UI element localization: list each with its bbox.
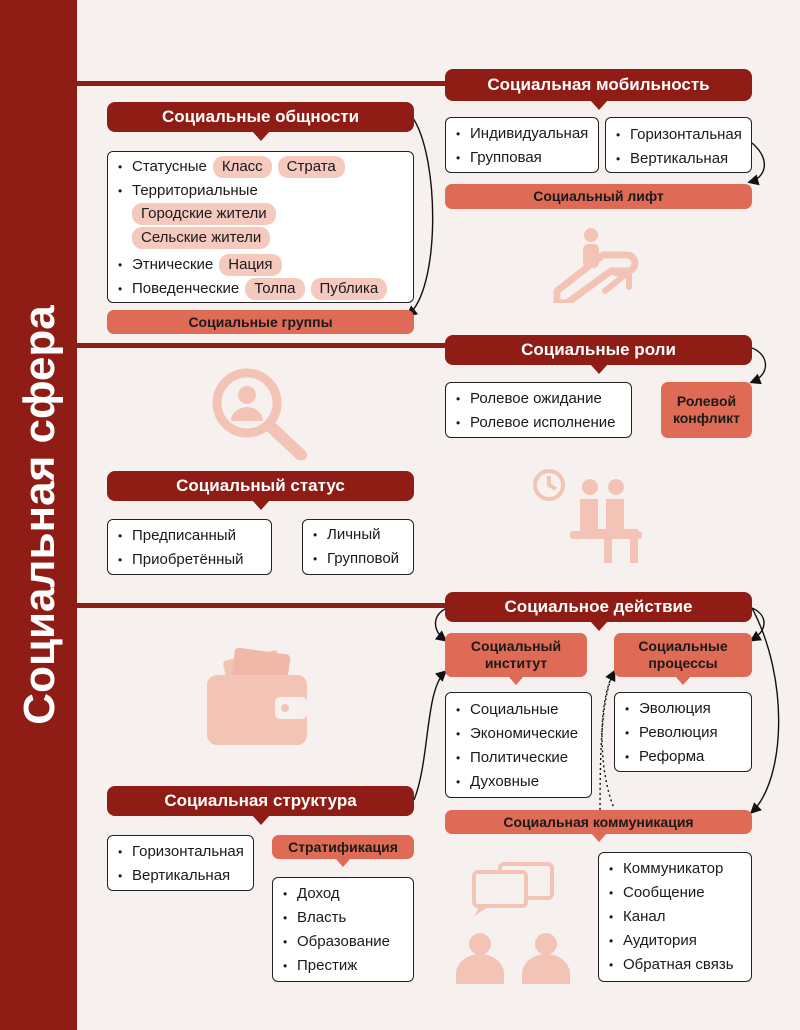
communities-header [107, 102, 414, 132]
stratification-box [272, 877, 414, 982]
mobility-type-box [445, 117, 599, 173]
status-header [107, 471, 414, 501]
structure-type-box [107, 835, 254, 891]
communication-box [598, 852, 752, 982]
list-item: • Социальные [446, 698, 591, 722]
list-item: • Предписанный [108, 524, 271, 548]
social-groups-label: Социальные группы [107, 310, 414, 334]
tag-row [108, 227, 413, 253]
tag: Городские жители [132, 203, 276, 225]
list-item: • Канал [599, 905, 751, 929]
institute-box [445, 692, 592, 798]
list-item: • Политические [446, 746, 591, 770]
processes-box [614, 692, 752, 772]
status-origin-box [107, 519, 272, 575]
status-label: Статусные [132, 158, 207, 175]
behavior-label: Поведенческие [132, 280, 240, 297]
tag: Класс [213, 156, 272, 178]
list-item: • Групповой [303, 547, 413, 571]
sidebar-title: Социальная сфера [15, 305, 64, 725]
list-item: • Ролевое исполнение [446, 411, 631, 435]
list-item: • Престиж [273, 954, 413, 978]
stratification-label: Стратификация [272, 835, 414, 859]
list-item [108, 277, 413, 301]
list-item: • Реформа [615, 745, 751, 769]
institute-label: Социальный институт [445, 633, 587, 677]
list-item: • Образование [273, 930, 413, 954]
list-item: • Приобретённый [108, 548, 271, 572]
list-item: • Вертикальная [108, 864, 253, 888]
list-item: • Сообщение [599, 881, 751, 905]
list-item: • Революция [615, 721, 751, 745]
tag: Нация [219, 254, 281, 276]
mobility-header [445, 69, 752, 101]
tag: Сельские жители [132, 227, 270, 249]
list-item: • Аудитория [599, 929, 751, 953]
social-lift-label: Социальный лифт [445, 184, 752, 209]
communication-label: Социальная коммуникация [445, 810, 752, 834]
status-scope-box [302, 519, 414, 575]
mobility-title: Социальная мобильность [487, 75, 710, 94]
list-item: • Обратная связь [599, 953, 751, 977]
list-item: • Доход [273, 882, 413, 906]
action-header [445, 592, 752, 622]
list-item [108, 253, 413, 277]
list-item: • Горизонтальная [108, 840, 253, 864]
magnifier-person-icon [209, 365, 309, 460]
list-item: • Индивидуальная [446, 122, 598, 146]
dialog-people-icon [450, 862, 575, 984]
communities-title: Социальные общности [161, 107, 360, 126]
structure-title: Социальная структура [164, 791, 357, 810]
status-title: Социальный статус [176, 476, 345, 495]
waiting-people-icon [532, 465, 644, 575]
mobility-direction-box [605, 117, 752, 173]
tag-row [108, 203, 413, 227]
roles-title: Социальные роли [521, 340, 676, 359]
list-item: • Власть [273, 906, 413, 930]
list-item: • Экономические [446, 722, 591, 746]
processes-label: Социальные процессы [614, 633, 752, 677]
ethnic-label: Этнические [132, 256, 214, 273]
role-conflict-label: Ролевой конфликт [661, 382, 752, 438]
list-item: • Эволюция [615, 697, 751, 721]
action-title: Социальное действие [504, 597, 693, 616]
escalator-icon [553, 225, 643, 303]
structure-header [107, 786, 414, 816]
roles-box [445, 382, 632, 438]
list-item: • Коммуникатор [599, 857, 751, 881]
list-item: • Духовные [446, 770, 591, 794]
list-item [108, 155, 413, 179]
list-item: • Вертикальная [606, 147, 751, 171]
wallet-icon [205, 647, 311, 747]
list-item: • Личный [303, 523, 413, 547]
list-item: • Горизонтальная [606, 123, 751, 147]
tag: Страта [278, 156, 345, 178]
list-item: • Территориальные [108, 179, 413, 203]
tag: Публика [311, 278, 388, 300]
tag: Толпа [245, 278, 304, 300]
communities-box [107, 151, 414, 303]
list-item: • Ролевое ожидание [446, 387, 631, 411]
roles-header [445, 335, 752, 365]
list-item: • Групповая [446, 146, 598, 170]
